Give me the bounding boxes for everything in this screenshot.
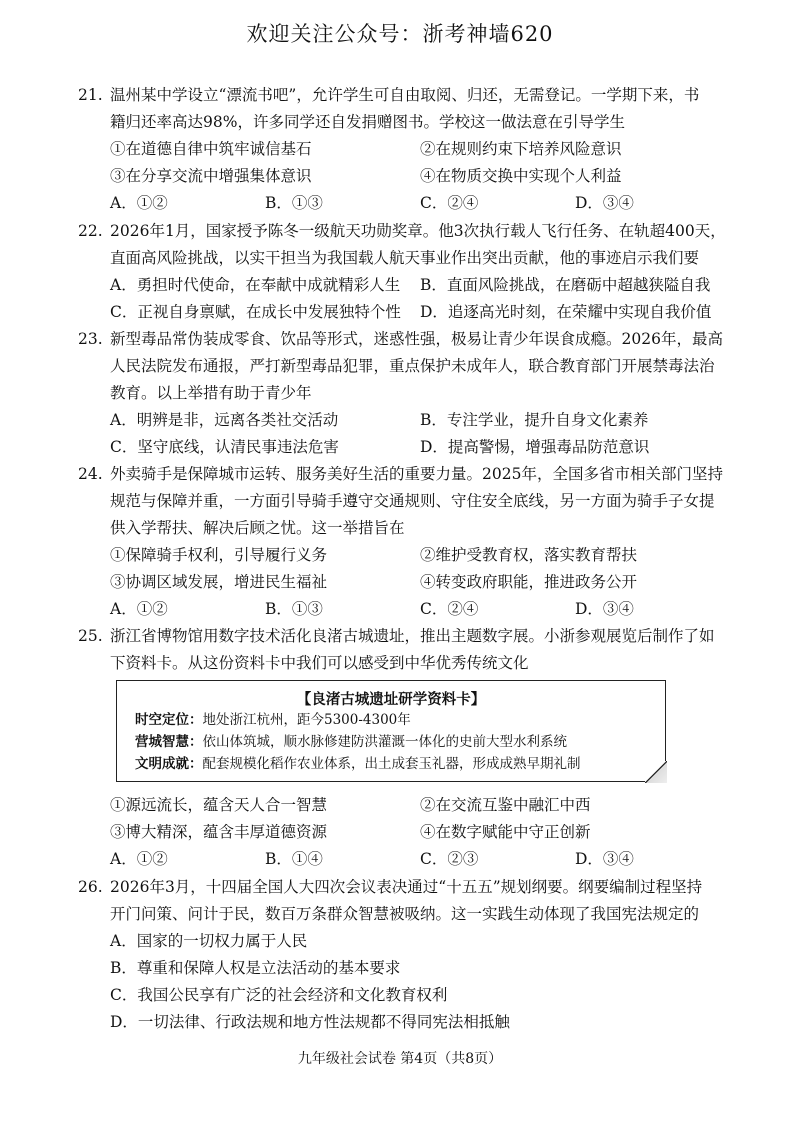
statement: ②维护受教育权，落实教育帮扶 — [420, 546, 638, 564]
question-25-options — [78, 792, 728, 873]
statement: ④在数字赋能中守正创新 — [420, 823, 591, 841]
choice-b[interactable]: B．直面风险挑战，在磨砺中超越狭隘自我 — [420, 276, 711, 294]
choice-b[interactable]: B．①③ — [265, 600, 323, 618]
statement-row — [78, 542, 728, 569]
statement: ③在分享交流中增强集体意识 — [110, 167, 312, 185]
statement: ②在交流互鉴中融汇中西 — [420, 796, 591, 814]
choice-c[interactable]: C．②③ — [420, 850, 479, 868]
question-number: 24. — [78, 465, 103, 483]
question-stem: 21. 温州某中学设立“漂流书吧”，允许学生可自由取阅、归还，无需登记。一学期下来，书 — [78, 82, 728, 109]
choice-row — [78, 299, 728, 326]
choice-c[interactable]: C．②④ — [420, 600, 479, 618]
statement: ④转变政府职能，推进政务公开 — [420, 573, 638, 591]
choice-d[interactable]: D．提高警惕，增强毒品防范意识 — [420, 438, 650, 456]
statement: ①保障骑手权利，引导履行义务 — [110, 546, 328, 564]
question-number: 25. — [78, 627, 103, 645]
card-line: 文明成就：配套规模化稻作农业体系，出土成套玉礼器，形成成熟早期礼制 — [135, 756, 581, 772]
choice-a[interactable]: A．①② — [110, 850, 168, 868]
choice-row — [78, 407, 728, 434]
statement: ③协调区域发展，增进民生福祉 — [110, 573, 328, 591]
statement: ①在道德自律中筑牢诚信基石 — [110, 140, 312, 158]
question-number: 26. — [78, 878, 103, 896]
statement-row — [78, 136, 728, 163]
resource-card — [116, 680, 666, 782]
choice-c[interactable]: C．坚守底线，认清民事违法危害 — [110, 438, 339, 456]
page-curl-icon — [645, 761, 667, 783]
choice-a[interactable]: A．国家的一切权力属于人民 — [110, 932, 308, 950]
choice-c[interactable]: C．正视自身禀赋，在成长中发展独特个性 — [110, 303, 401, 321]
choice-a[interactable]: A．明辨是非，远离各类社交活动 — [110, 411, 339, 429]
statement-row — [78, 819, 728, 846]
choice-b[interactable]: B．尊重和保障人权是立法活动的基本要求 — [110, 959, 401, 977]
choice-d[interactable]: D．③④ — [575, 850, 634, 868]
choice-b[interactable]: B．专注学业，提升自身文化素养 — [420, 411, 649, 429]
choice-a[interactable]: A．①② — [110, 194, 168, 212]
choice-c[interactable]: C．②④ — [420, 194, 479, 212]
question-23: 23. 新型毒品常伪装成零食、饮品等形式，迷惑性强，极易让青少年误食成瘾。2026年，最高 人民法院发布通报，严打新型毒品犯罪，重点保护未成年人，联合教育部门开展禁毒法治 教育。以上举措有助于青少年 A．明辨是非，远离各类社交活动 B．专注学业，提升自身文化素养 C．坚守底线，认清民事违法危害 D．提高警惕，增强毒品防范意识 — [78, 326, 728, 461]
choice-c[interactable]: C．我国公民享有广泛的社会经济和文化教育权利 — [110, 986, 448, 1004]
choice-d[interactable]: D．③④ — [575, 600, 634, 618]
statement: ②在规则约束下培养风险意识 — [420, 140, 622, 158]
question-22: 22. 2026年1月，国家授予陈冬一级航天功勋奖章。他3次执行载人飞行任务、在轨超400天， 直面高风险挑战，以实干担当为我国载人航天事业作出突出贡献，他的事迹启示我们要 A．勇担时代使命，在奉献中成就精彩人生 B．直面风险挑战，在磨砺中超越狭隘自我 C．正视自身禀赋，在成长中发展独特个性 D．追逐高光时刻，在荣耀中实现自我价值 — [78, 218, 728, 326]
choice-d[interactable]: D．③④ — [575, 194, 634, 212]
choice-row — [78, 596, 728, 623]
question-number: 22. — [78, 222, 103, 240]
statement-row — [78, 569, 728, 596]
choice-d[interactable]: D．一切法律、行政法规和地方性法规都不得同宪法相抵触 — [110, 1013, 510, 1031]
page-header: 欢迎关注公众号：浙考神墙620 — [246, 22, 554, 46]
statement: ①源远流长，蕴含天人合一智慧 — [110, 796, 328, 814]
choice-a[interactable]: A．勇担时代使命，在奉献中成就精彩人生 — [110, 276, 401, 294]
page-footer: 九年级社会试卷 第4页（共8页） — [297, 1051, 503, 1067]
card-line: 营城智慧：依山体筑城，顺水脉修建防洪灌溉一体化的史前大型水利系统 — [135, 734, 567, 750]
card-title: 【良渚古城遗址研学资料卡】 — [296, 691, 486, 708]
question-26: 26. 2026年3月，十四届全国人大四次会议表决通过“十五五”规划纲要。纲要编制过程坚持 开门问策、问计于民，数百万条群众智慧被吸纳。这一实践生动体现了我国宪法规定的 A．国家的一切权力属于人民 B．尊重和保障人权是立法活动的基本要求 C．我国公民享有广泛的社会经济和文化教育权利 D．一切法律、行政法规和地方性法规都不得同宪法相抵触 — [78, 874, 728, 1036]
statement-row — [78, 792, 728, 819]
choice-b[interactable]: B．①③ — [265, 194, 323, 212]
choice-row — [78, 434, 728, 461]
choice-b[interactable]: B．①④ — [265, 850, 323, 868]
statement-row — [78, 163, 728, 190]
choice-row — [78, 846, 728, 873]
statement: ④在物质交换中实现个人利益 — [420, 167, 622, 185]
question-24: 24. 外卖骑手是保障城市运转、服务美好生活的重要力量。2025年，全国多省市相关部门坚持 规范与保障并重，一方面引导骑手遵守交通规则、守住安全底线，另一方面为骑手子女提 供入学帮扶、解决后顾之忧。这一举措旨在 ①保障骑手权利，引导履行义务 ②维护受教育权，落实教育帮扶 ③协调区域发展，增进民生福祉 ④转变政府职能，推进政务公开 A．①② B．①③ C．②④ D．③④ — [78, 461, 728, 623]
question-number: 21. — [78, 86, 103, 104]
question-21: 21. 温州某中学设立“漂流书吧”，允许学生可自由取阅、归还，无需登记。一学期下来，书 籍归还率高达98%，许多同学还自发捐赠图书。学校这一做法意在引导学生 ①在道德自律中筑牢诚信基石 ②在规则约束下培养风险意识 ③在分享交流中增强集体意识 ④在物质交换中实现个人利益 A．①② B．①③ C．②④ D．③④ — [78, 82, 728, 217]
choice-d[interactable]: D．追逐高光时刻，在荣耀中实现自我价值 — [420, 303, 712, 321]
choice-a[interactable]: A．①② — [110, 600, 168, 618]
choice-row — [78, 190, 728, 217]
question-25: 25. 浙江省博物馆用数字技术活化良渚古城遗址，推出主题数字展。小浙参观展览后制作了如 下资料卡。从这份资料卡中我们可以感受到中华优秀传统文化 — [78, 623, 728, 677]
card-line: 时空定位：地处浙江杭州，距今5300-4300年 — [135, 712, 411, 728]
choice-row — [78, 272, 728, 299]
question-number: 23. — [78, 330, 103, 348]
statement: ③博大精深，蕴含丰厚道德资源 — [110, 823, 328, 841]
